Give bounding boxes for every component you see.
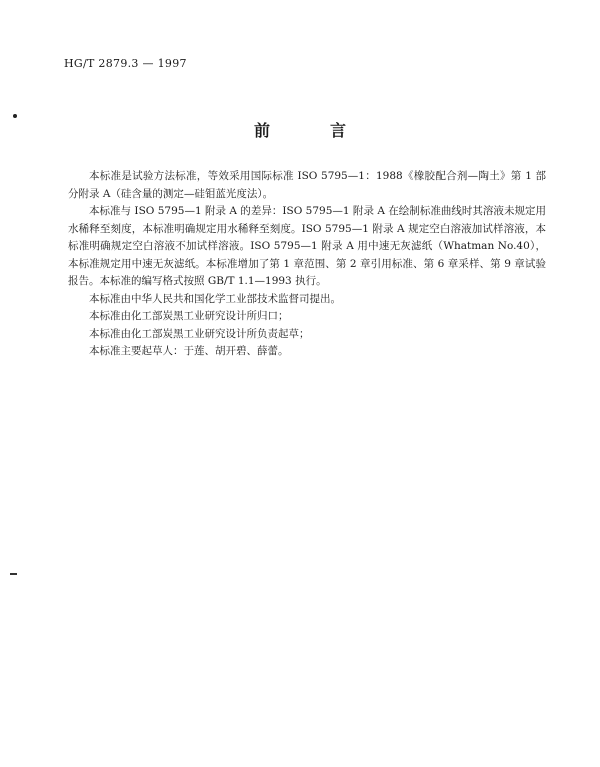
margin-mark: [10, 573, 17, 575]
page-title: 前 言: [253, 121, 368, 140]
paragraph-proposer: 本标准由中华人民共和国化学工业部技术监督司提出。: [89, 292, 341, 305]
foreword-body: [68, 168, 546, 361]
paragraph-drafter: 本标准由化工部炭黑工业研究设计所负责起草；: [89, 327, 310, 340]
paragraph-differences: 本标准与 ISO 5795—1 附录 A 的差异：ISO 5795—1 附录 A 在绘制标准曲线时其溶液未规定用水稀释至刻度，本标准明确规定用水稀释至刻度。ISO 5795—1 附录 A 规定空白溶液加试样溶液，本标准明确规定空白溶液不加试样溶液。ISO 5795—1 附录 A 用中速无灰滤纸（Whatman No.40），本标准规定用中速无灰滤纸。本标准增加了第 1 章范围、第 2 章引用标准、第 6 章采样、第 9 章试验报告。本标准的编写格式按照 GB/T 1.1—1993 执行。: [68, 205, 546, 287]
paragraph-adoption: 本标准是试验方法标准，等效采用国际标准 ISO 5795—1：1988《橡胶配合剂—陶土》第 1 部分附录 A（硅含量的测定—硅钼蓝光度法）。: [68, 170, 546, 200]
standard-code: HG/T 2879.3 — 1997: [64, 57, 187, 70]
paragraph-administrator: 本标准由化工部炭黑工业研究设计所归口；: [89, 310, 289, 322]
paragraph-authors: 本标准主要起草人：于莲、胡开碧、薛蕾。: [89, 345, 289, 357]
